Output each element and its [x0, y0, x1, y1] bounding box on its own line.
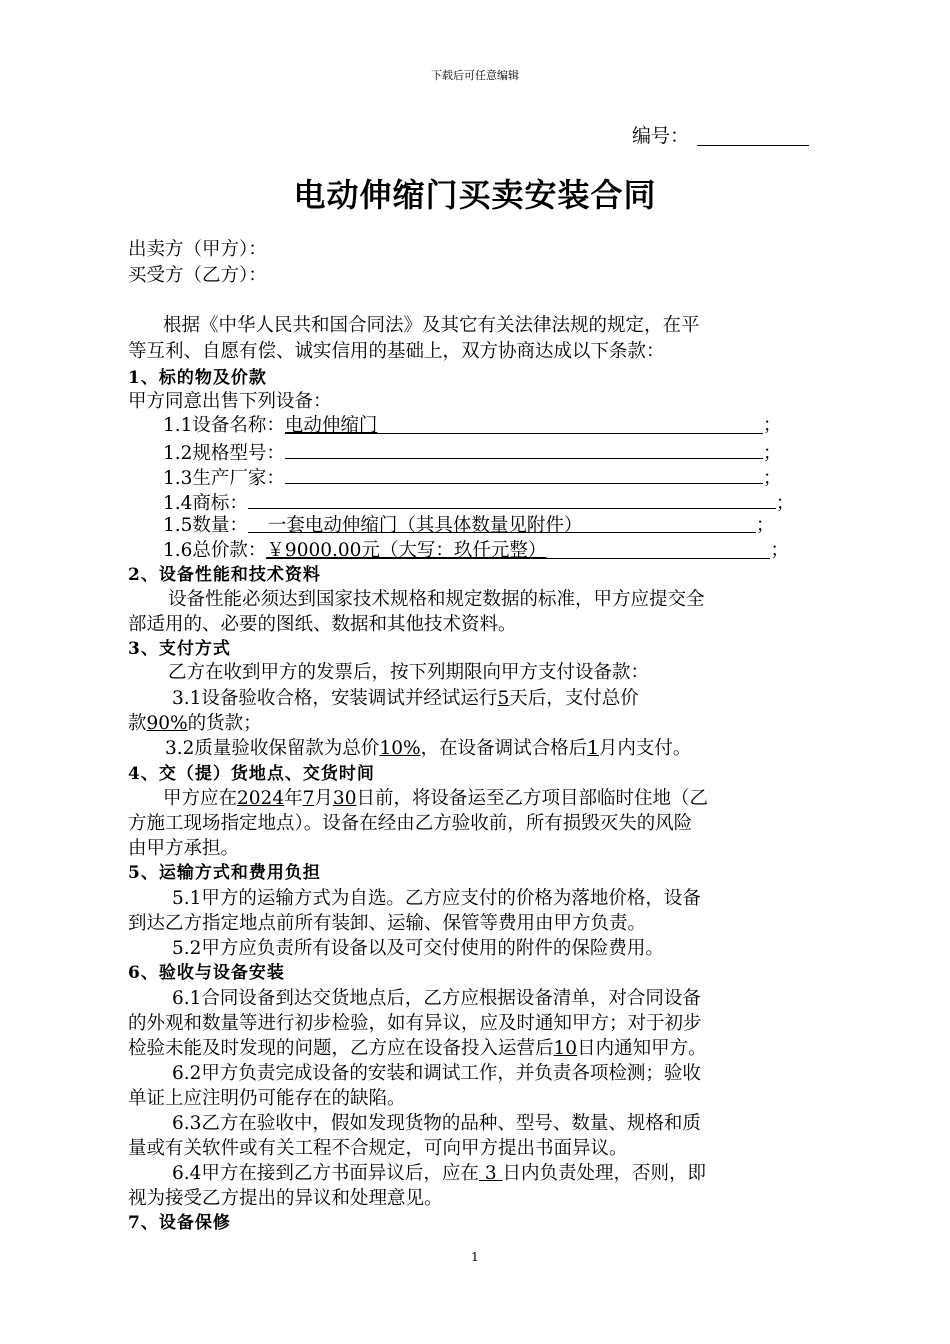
clause-6-3-line-2: 量或有关软件或有关工程不合规定，可向甲方提出书面异议。	[128, 1138, 628, 1159]
clause-6-2-line-2: 单证上应注明仍可能存在的缺陷。	[128, 1088, 406, 1109]
section-3-heading: 3、支付方式	[128, 639, 231, 659]
item-1-2: 1.2规格型号： ；	[163, 439, 781, 466]
section-5-line-2: 到达乙方指定地点前所有装卸、运输、保管等费用由甲方负责。	[128, 913, 647, 934]
clause-6-1-line-2: 的外观和数量等进行初步检验，如有异议，应及时通知甲方；对于初步	[128, 1013, 702, 1034]
retention-percent: 10%	[379, 738, 421, 759]
clause-6-4-line-1: 6.4甲方在接到乙方书面异议后，应在 3 日内负责处理，否则，即	[172, 1163, 706, 1184]
preamble-line-2: 等互利、自愿有偿、诚实信用的基础上，双方协商达成以下条款：	[128, 341, 665, 362]
item-1-3: 1.3生产厂家： ；	[163, 464, 781, 491]
section-2-line-2: 部适用的、必要的图纸、数据和其他技术资料。	[128, 614, 517, 635]
item-label: 1.4商标：	[163, 493, 248, 514]
clause-3-1-line-2: 款90%的货款；	[128, 713, 262, 734]
item-1-5: 1.5数量： 一套电动伸缩门（其具体数量见附件） ；	[163, 515, 775, 536]
item-label: 1.5数量：	[163, 515, 248, 536]
item-1-1: 1.1设备名称：电动伸缩门 ；	[163, 415, 782, 436]
section-2-heading: 2、设备性能和技术资料	[128, 565, 321, 585]
section-5-heading: 5、运输方式和费用负担	[128, 863, 321, 883]
contract-title: 电动伸缩门买卖安装合同	[293, 176, 657, 214]
section-4-heading: 4、交（提）货地点、交货时间	[128, 764, 375, 784]
clause-6-1-line-1: 6.1合同设备到达交货地点后，乙方应根据设备清单，对合同设备	[172, 988, 701, 1009]
item-label: 1.6总价款：	[163, 540, 267, 561]
section-6-heading: 6、验收与设备安装	[128, 963, 285, 983]
seller-line: 出卖方（甲方）：	[128, 239, 267, 260]
item-value: ￥9000.00元（大写：玖仟元整）	[266, 540, 547, 561]
clause-6-1-line-3: 检验未能及时发现的问题，乙方应在设备投入运营后10日内通知甲方。	[128, 1038, 707, 1059]
preamble-line-1: 根据《中华人民共和国合同法》及其它有关法律法规的规定，在平	[163, 315, 700, 336]
buyer-line: 买受方（乙方）：	[128, 265, 267, 286]
section-2-line-1: 设备性能必须达到国家技术规格和规定数据的标准，甲方应提交全	[168, 589, 705, 610]
delivery-year: 2024	[237, 788, 285, 809]
item-value: 电动伸缩门	[284, 415, 378, 436]
item-label: 1.1设备名称：	[163, 415, 285, 436]
section-5-line-1: 5.1甲方的运输方式为自选。乙方应支付的价格为落地价格，设备	[172, 888, 701, 909]
clause-3-2: 3.2质量验收保留款为总价10%，在设备调试合格后1月内支付。	[165, 738, 692, 759]
inspection-days: 5	[497, 688, 510, 709]
item-1-6: 1.6总价款：￥9000.00元（大写：玖仟元整） ；	[163, 540, 789, 561]
section-3-intro: 乙方在收到甲方的发票后，按下列期限向甲方支付设备款：	[168, 662, 650, 683]
item-label: 1.2规格型号：	[163, 443, 285, 464]
header-note: 下载后可任意编辑	[431, 69, 519, 82]
retention-months: 1	[587, 738, 599, 759]
section-1-heading: 1、标的物及价款	[128, 368, 267, 388]
section-1-intro: 甲方同意出售下列设备：	[128, 391, 332, 412]
delivery-month: 7	[302, 788, 315, 809]
doc-number-label: 编号：	[632, 125, 690, 147]
clause-6-4-line-2: 视为接受乙方提出的异议和处理意见。	[128, 1188, 443, 1209]
notify-days: 10	[553, 1038, 578, 1059]
clause-6-2-line-1: 6.2甲方负责完成设备的安装和调试工作，并负责各项检测；验收	[172, 1063, 701, 1084]
item-1-4: 1.4商标： ；	[163, 489, 794, 516]
page-number: 1	[471, 1250, 479, 1264]
section-4-line-3: 由甲方承担。	[128, 838, 240, 859]
item-value: 一套电动伸缩门（其具体数量见附件）	[267, 515, 583, 536]
response-days: 3	[478, 1163, 503, 1184]
item-label: 1.3生产厂家：	[163, 468, 285, 489]
section-4-line-1: 甲方应在2024年7月30日前，将设备运至乙方项目部临时住地（乙	[163, 788, 708, 809]
section-4-line-2: 方施工现场指定地点）。设备在经由乙方验收前，所有损毁灭失的风险	[128, 813, 693, 834]
section-5-line-3: 5.2甲方应负责所有设备以及可交付使用的附件的保险费用。	[172, 938, 664, 959]
clause-6-3-line-1: 6.3乙方在验收中，假如发现货物的品种、型号、数量、规格和质	[172, 1113, 701, 1134]
doc-number-blank	[697, 145, 809, 146]
payment-percent: 90%	[146, 713, 188, 734]
section-7-heading: 7、设备保修	[128, 1213, 231, 1233]
clause-3-1-line-1: 3.1设备验收合格，安装调试并经试运行5天后，支付总价	[172, 688, 639, 709]
delivery-day: 30	[332, 788, 357, 809]
